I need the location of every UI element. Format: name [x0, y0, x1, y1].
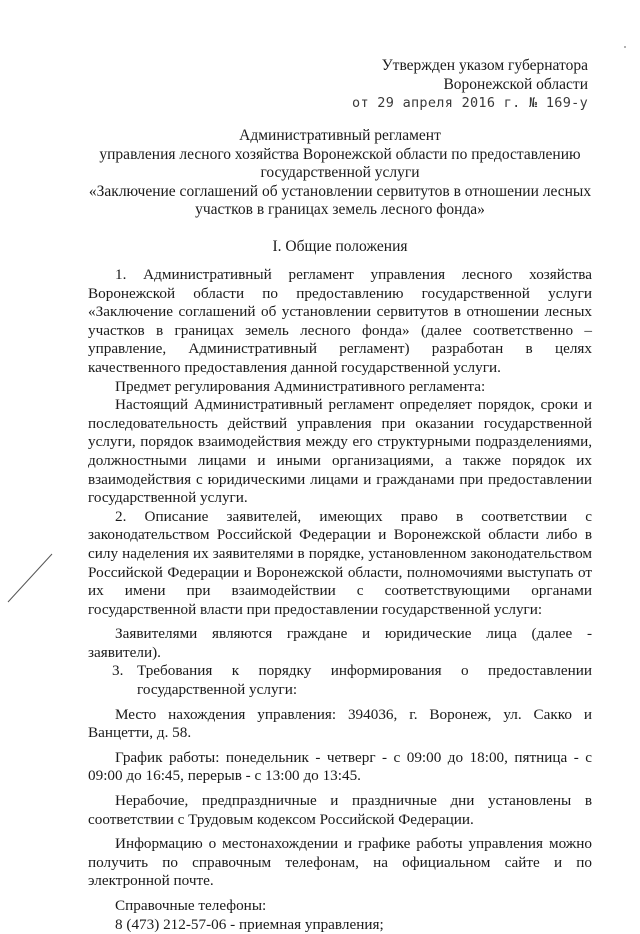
paragraph-info: Информацию о местонахождении и графике работы управления можно получить по справочным телефонам, на официальном сайте и по электронной почте. — [88, 835, 592, 890]
paragraph-location: Место нахождения управления: 394036, г. Воронеж, ул. Сакко и Ванцетти, д. 58. — [88, 705, 592, 742]
title-line-5: участков в границах земель лесного фонда» — [195, 201, 485, 218]
approval-block — [352, 56, 588, 113]
paragraph-schedule: График работы: понедельник - четверг - с 09:00 до 18:00, пятница - с 09:00 до 16:45, перерыв - с 13:00 до 13:45. — [88, 748, 592, 785]
paragraph-2: 2. Описание заявителей, имеющих право в соответствии с законодательством Российской Федерации и Воронежской области либо в силу наделения их заявителями в порядке, установленном законодательством Российской Федерации и Воронежской области, полномочиями выступать от их имени при взаимодействии с соответствующими органами государственной власти при предоставлении государственной услуги: — [88, 507, 592, 618]
title-line-2: управления лесного хозяйства Воронежской области по предоставлению — [99, 145, 581, 163]
paragraph-holidays: Нерабочие, предпраздничные и праздничные дни установлены в соответствии с Трудовым кодексом Российской Федерации. — [88, 792, 592, 828]
paragraph-subject: Предмет регулирования Административного регламента: — [115, 377, 486, 395]
paragraph-applicants: Заявителями являются граждане и юридические лица (далее - заявители). — [88, 625, 592, 661]
paragraph-scope: Настоящий Административный регламент определяет порядок, сроки и последовательность действий управления при оказании государственной услуги, порядок взаимодействия между его структурными подразделениями, должностными лицами и иными организациями, а также порядок их взаимодействия с юридическими лицами и гражданами при предоставлении государственной услуги. — [88, 396, 592, 507]
scan-speck — [624, 46, 626, 48]
approval-line-2: Воронежской области — [443, 76, 588, 93]
paragraph-1: 1. Административный регламент управления лесного хозяйства Воронежской области по предоставлению государственной услуги «Заключение соглашений об установлении сервитутов в отношении лесных участков в границах земель лесного фонда» (далее соответственно – управление, Административный регламент) разработан в целях качественного предоставления данной государственной услуги. — [88, 266, 592, 376]
paragraph-phone-reception: 8 (473) 212-57-06 - приемная управления; — [115, 915, 384, 933]
paragraph-phones-heading: Справочные телефоны: — [115, 897, 267, 914]
title-line-3: государственной услуги — [260, 164, 420, 181]
document-body — [88, 266, 592, 934]
approval-date-stamp: от 29 апреля 2016 г. № 169-у — [352, 95, 588, 111]
paragraph-3 — [88, 662, 592, 699]
item-3-text: Требования к порядку информирования о предоставлении государственной услуги: — [137, 662, 592, 699]
item-3-number: 3. — [112, 662, 124, 680]
margin-pen-stroke — [6, 552, 54, 604]
approval-line-1: Утвержден указом губернатора — [381, 57, 588, 74]
document-title — [80, 127, 600, 220]
title-line-1: Административный регламент — [239, 127, 441, 144]
section-heading: I. Общие положения — [272, 238, 408, 255]
title-line-4: «Заключение соглашений об установлении сервитутов в отношении лесных — [88, 182, 592, 200]
